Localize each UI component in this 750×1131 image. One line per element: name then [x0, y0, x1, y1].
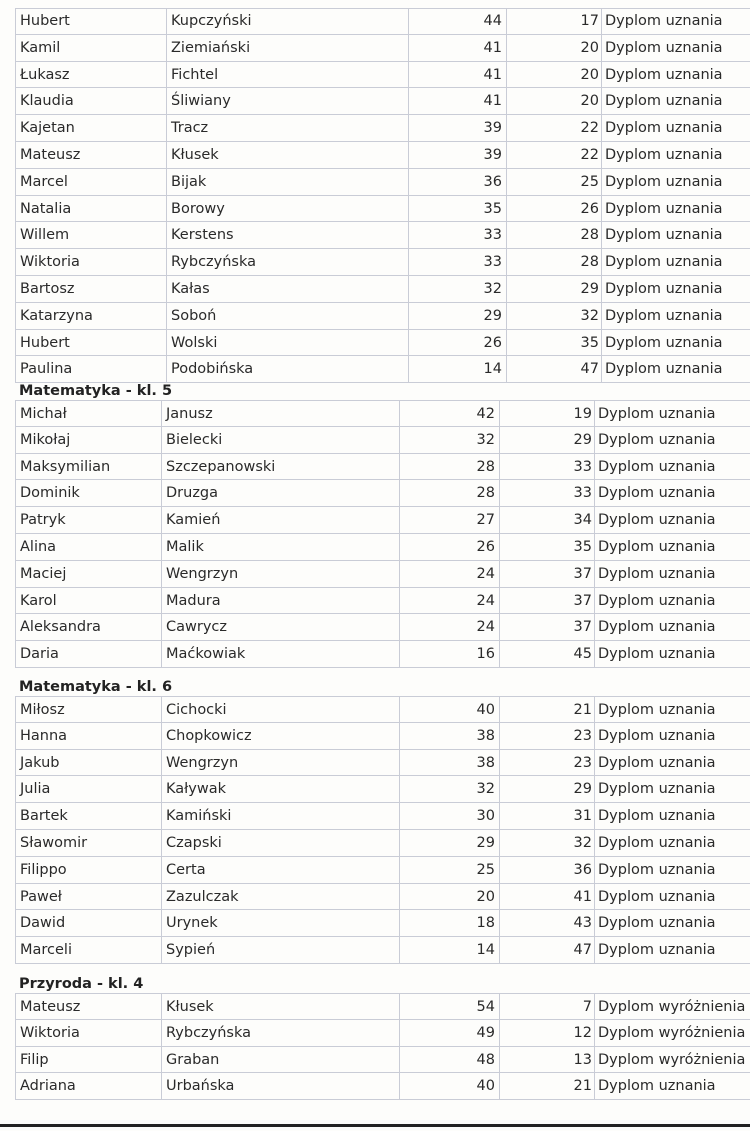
last-name-cell: Cichocki: [162, 697, 400, 722]
first-name-cell: Patryk: [15, 507, 162, 533]
last-name-cell: Kamiński: [162, 803, 400, 829]
first-name-cell: Paulina: [15, 356, 167, 382]
points-cell: 40: [400, 697, 500, 722]
first-name-cell: Maksymilian: [15, 454, 162, 480]
points-cell: 48: [400, 1047, 500, 1073]
place-cell: 25: [507, 169, 602, 195]
award-cell: Dyplom uznania: [605, 146, 723, 163]
place-cell: 47: [500, 937, 595, 963]
award-cell: Dyplom uznania: [598, 512, 716, 529]
first-name-cell: Hubert: [15, 8, 167, 34]
table-row: [15, 830, 750, 857]
place-cell: 22: [507, 142, 602, 168]
place-cell: 33: [500, 480, 595, 506]
award-cell: Dyplom uznania: [605, 254, 723, 271]
award-cell: Dyplom uznania: [605, 361, 723, 378]
place-cell: 36: [500, 857, 595, 883]
first-name-cell: Jakub: [15, 750, 162, 776]
table-row: [15, 507, 750, 534]
points-cell: 39: [409, 115, 507, 141]
place-cell: 17: [507, 8, 602, 34]
award-cell: Dyplom uznania: [605, 66, 723, 83]
last-name-cell: Druzga: [162, 480, 400, 506]
award-cell: Dyplom uznania: [605, 39, 723, 56]
points-cell: 38: [400, 723, 500, 749]
last-name-cell: Kałas: [167, 276, 409, 302]
points-cell: 32: [400, 776, 500, 802]
place-cell: 26: [507, 196, 602, 222]
award-cell: Dyplom uznania: [598, 431, 716, 448]
points-cell: 28: [400, 480, 500, 506]
last-name-cell: Kamień: [162, 507, 400, 533]
table-row: [15, 35, 750, 62]
table-row: [15, 196, 750, 223]
first-name-cell: Łukasz: [15, 62, 167, 88]
last-name-cell: Śliwiany: [167, 88, 409, 114]
award-cell: Dyplom uznania: [605, 280, 723, 297]
table-row: [15, 276, 750, 303]
points-cell: 18: [400, 910, 500, 936]
place-cell: 23: [500, 723, 595, 749]
award-cell: Dyplom uznania: [598, 702, 716, 718]
points-cell: 36: [409, 169, 507, 195]
table-row: [15, 142, 750, 169]
table-row: [15, 480, 750, 507]
points-cell: 16: [400, 641, 500, 667]
first-name-cell: Wiktoria: [15, 1020, 162, 1046]
first-name-cell: Filip: [15, 1047, 162, 1073]
first-name-cell: Mateusz: [15, 994, 162, 1019]
last-name-cell: Szczepanowski: [162, 454, 400, 480]
points-cell: 41: [409, 62, 507, 88]
points-cell: 24: [400, 588, 500, 614]
place-cell: 13: [500, 1047, 595, 1073]
first-name-cell: Maciej: [15, 561, 162, 587]
last-name-cell: Podobińska: [167, 356, 409, 382]
last-name-cell: Wolski: [167, 330, 409, 356]
table-row: [15, 776, 750, 803]
results-section: [15, 8, 750, 383]
last-name-cell: Bielecki: [162, 427, 400, 453]
award-cell: Dyplom uznania: [605, 120, 723, 137]
table-row: [15, 803, 750, 830]
points-cell: 41: [409, 35, 507, 61]
last-name-cell: Czapski: [162, 830, 400, 856]
place-cell: 23: [500, 750, 595, 776]
first-name-cell: Willem: [15, 222, 167, 248]
points-cell: 54: [400, 994, 500, 1019]
award-cell: Dyplom uznania: [598, 808, 716, 825]
first-name-cell: Adriana: [15, 1073, 162, 1099]
points-cell: 28: [400, 454, 500, 480]
place-cell: 20: [507, 88, 602, 114]
section-title: Matematyka - kl. 5: [19, 383, 173, 399]
award-cell: Dyplom uznania: [605, 173, 723, 190]
place-cell: 20: [507, 35, 602, 61]
points-cell: 26: [409, 330, 507, 356]
points-cell: 38: [400, 750, 500, 776]
table-row: [15, 454, 750, 481]
points-cell: 20: [400, 884, 500, 910]
last-name-cell: Maćkowiak: [162, 641, 400, 667]
last-name-cell: Kaływak: [162, 776, 400, 802]
table-row: [15, 115, 750, 142]
last-name-cell: Fichtel: [167, 62, 409, 88]
place-cell: 28: [507, 249, 602, 275]
award-cell: Dyplom uznania: [598, 1078, 716, 1095]
first-name-cell: Julia: [15, 776, 162, 802]
table-row: [15, 641, 750, 668]
first-name-cell: Alina: [15, 534, 162, 560]
last-name-cell: Rybczyńska: [162, 1020, 400, 1046]
table-row: [15, 427, 750, 454]
table-row: [15, 303, 750, 330]
first-name-cell: Michał: [15, 401, 162, 426]
place-cell: 34: [500, 507, 595, 533]
last-name-cell: Urbańska: [162, 1073, 400, 1099]
first-name-cell: Klaudia: [15, 88, 167, 114]
award-cell: Dyplom uznania: [598, 915, 716, 932]
first-name-cell: Marcel: [15, 169, 167, 195]
section-title: Matematyka - kl. 6: [19, 679, 173, 695]
last-name-cell: Borowy: [167, 196, 409, 222]
last-name-cell: Ziemiański: [167, 35, 409, 61]
table-row: [15, 249, 750, 276]
place-cell: 29: [500, 427, 595, 453]
last-name-cell: Tracz: [167, 115, 409, 141]
page-bottom-rule: [0, 1124, 750, 1127]
table-row: [15, 62, 750, 89]
table-row: [15, 588, 750, 615]
place-cell: 47: [507, 356, 602, 382]
first-name-cell: Aleksandra: [15, 614, 162, 640]
last-name-cell: Kłusek: [162, 994, 400, 1019]
table-row: [15, 356, 750, 383]
place-cell: 45: [500, 641, 595, 667]
results-section: [15, 975, 750, 1100]
first-name-cell: Karol: [15, 588, 162, 614]
award-cell: Dyplom uznania: [598, 619, 716, 636]
award-cell: Dyplom uznania: [598, 727, 716, 744]
points-cell: 29: [400, 830, 500, 856]
points-cell: 24: [400, 561, 500, 587]
points-cell: 29: [409, 303, 507, 329]
table-row: [15, 723, 750, 750]
place-cell: 29: [507, 276, 602, 302]
award-cell: Dyplom uznania: [598, 888, 716, 905]
points-cell: 41: [409, 88, 507, 114]
points-cell: 44: [409, 8, 507, 34]
award-cell: Dyplom uznania: [598, 754, 716, 771]
place-cell: 28: [507, 222, 602, 248]
last-name-cell: Wengrzyn: [162, 750, 400, 776]
first-name-cell: Sławomir: [15, 830, 162, 856]
last-name-cell: Bijak: [167, 169, 409, 195]
award-cell: Dyplom uznania: [598, 781, 716, 798]
table-row: [15, 534, 750, 561]
last-name-cell: Graban: [162, 1047, 400, 1073]
place-cell: 20: [507, 62, 602, 88]
table-row: [15, 614, 750, 641]
table-row: [15, 1020, 750, 1047]
points-cell: 42: [400, 401, 500, 426]
award-cell: Dyplom wyróżnienia: [598, 1051, 746, 1068]
first-name-cell: Filippo: [15, 857, 162, 883]
points-cell: 40: [400, 1073, 500, 1099]
table-row: [15, 1047, 750, 1074]
place-cell: 21: [500, 1073, 595, 1099]
table-row: [15, 88, 750, 115]
award-cell: Dyplom uznania: [605, 307, 723, 324]
first-name-cell: Hanna: [15, 723, 162, 749]
award-cell: Dyplom wyróżnienia: [598, 1024, 746, 1041]
last-name-cell: Kerstens: [167, 222, 409, 248]
place-cell: 29: [500, 776, 595, 802]
award-cell: Dyplom uznania: [598, 406, 716, 422]
first-name-cell: Mateusz: [15, 142, 167, 168]
award-cell: Dyplom uznania: [605, 200, 723, 217]
table-row: [15, 993, 750, 1020]
table-row: [15, 561, 750, 588]
table-row: [15, 750, 750, 777]
last-name-cell: Cawrycz: [162, 614, 400, 640]
first-name-cell: Dominik: [15, 480, 162, 506]
first-name-cell: Marceli: [15, 937, 162, 963]
last-name-cell: Kupczyński: [167, 8, 409, 34]
award-cell: Dyplom uznania: [605, 93, 723, 110]
first-name-cell: Kamil: [15, 35, 167, 61]
last-name-cell: Madura: [162, 588, 400, 614]
points-cell: 14: [409, 356, 507, 382]
points-cell: 26: [400, 534, 500, 560]
first-name-cell: Kajetan: [15, 115, 167, 141]
first-name-cell: Bartek: [15, 803, 162, 829]
place-cell: 32: [507, 303, 602, 329]
place-cell: 37: [500, 588, 595, 614]
table-row: [15, 937, 750, 964]
table-row: [15, 169, 750, 196]
last-name-cell: Soboń: [167, 303, 409, 329]
points-cell: 25: [400, 857, 500, 883]
first-name-cell: Daria: [15, 641, 162, 667]
results-section: [15, 678, 750, 964]
place-cell: 35: [507, 330, 602, 356]
first-name-cell: Hubert: [15, 330, 167, 356]
award-cell: Dyplom uznania: [605, 227, 723, 244]
award-cell: Dyplom uznania: [605, 334, 723, 351]
table-row: [15, 884, 750, 911]
last-name-cell: Urynek: [162, 910, 400, 936]
place-cell: 37: [500, 614, 595, 640]
table-row: [15, 1073, 750, 1100]
award-cell: Dyplom uznania: [598, 861, 716, 878]
award-cell: Dyplom uznania: [598, 646, 716, 663]
award-cell: Dyplom uznania: [598, 942, 716, 959]
place-cell: 43: [500, 910, 595, 936]
first-name-cell: Katarzyna: [15, 303, 167, 329]
points-cell: 24: [400, 614, 500, 640]
last-name-cell: Chopkowicz: [162, 723, 400, 749]
place-cell: 37: [500, 561, 595, 587]
table-row: [15, 400, 750, 427]
first-name-cell: Natalia: [15, 196, 167, 222]
last-name-cell: Kłusek: [167, 142, 409, 168]
award-cell: Dyplom uznania: [605, 13, 723, 29]
points-cell: 32: [400, 427, 500, 453]
first-name-cell: Paweł: [15, 884, 162, 910]
first-name-cell: Miłosz: [15, 697, 162, 722]
points-cell: 39: [409, 142, 507, 168]
points-cell: 33: [409, 249, 507, 275]
place-cell: 19: [500, 401, 595, 426]
award-cell: Dyplom uznania: [598, 485, 716, 502]
first-name-cell: Bartosz: [15, 276, 167, 302]
table-row: [15, 857, 750, 884]
table-row: [15, 910, 750, 937]
points-cell: 32: [409, 276, 507, 302]
place-cell: 12: [500, 1020, 595, 1046]
points-cell: 30: [400, 803, 500, 829]
place-cell: 22: [507, 115, 602, 141]
points-cell: 27: [400, 507, 500, 533]
last-name-cell: Wengrzyn: [162, 561, 400, 587]
last-name-cell: Malik: [162, 534, 400, 560]
first-name-cell: Dawid: [15, 910, 162, 936]
points-cell: 49: [400, 1020, 500, 1046]
results-section: [15, 382, 750, 668]
last-name-cell: Janusz: [162, 401, 400, 426]
table-row: [15, 696, 750, 723]
place-cell: 35: [500, 534, 595, 560]
points-cell: 35: [409, 196, 507, 222]
table-row: [15, 330, 750, 357]
last-name-cell: Certa: [162, 857, 400, 883]
place-cell: 41: [500, 884, 595, 910]
section-title: Przyroda - kl. 4: [19, 976, 144, 992]
award-cell: Dyplom uznania: [598, 538, 716, 555]
table-row: [15, 8, 750, 35]
place-cell: 21: [500, 697, 595, 722]
points-cell: 33: [409, 222, 507, 248]
award-cell: Dyplom uznania: [598, 592, 716, 609]
first-name-cell: Wiktoria: [15, 249, 167, 275]
last-name-cell: Zazulczak: [162, 884, 400, 910]
award-cell: Dyplom uznania: [598, 834, 716, 851]
last-name-cell: Sypień: [162, 937, 400, 963]
place-cell: 31: [500, 803, 595, 829]
first-name-cell: Mikołaj: [15, 427, 162, 453]
award-cell: Dyplom uznania: [598, 565, 716, 582]
award-cell: Dyplom wyróżnienia: [598, 999, 746, 1015]
points-cell: 14: [400, 937, 500, 963]
award-cell: Dyplom uznania: [598, 458, 716, 475]
place-cell: 32: [500, 830, 595, 856]
table-row: [15, 222, 750, 249]
place-cell: 7: [500, 994, 595, 1019]
last-name-cell: Rybczyńska: [167, 249, 409, 275]
place-cell: 33: [500, 454, 595, 480]
